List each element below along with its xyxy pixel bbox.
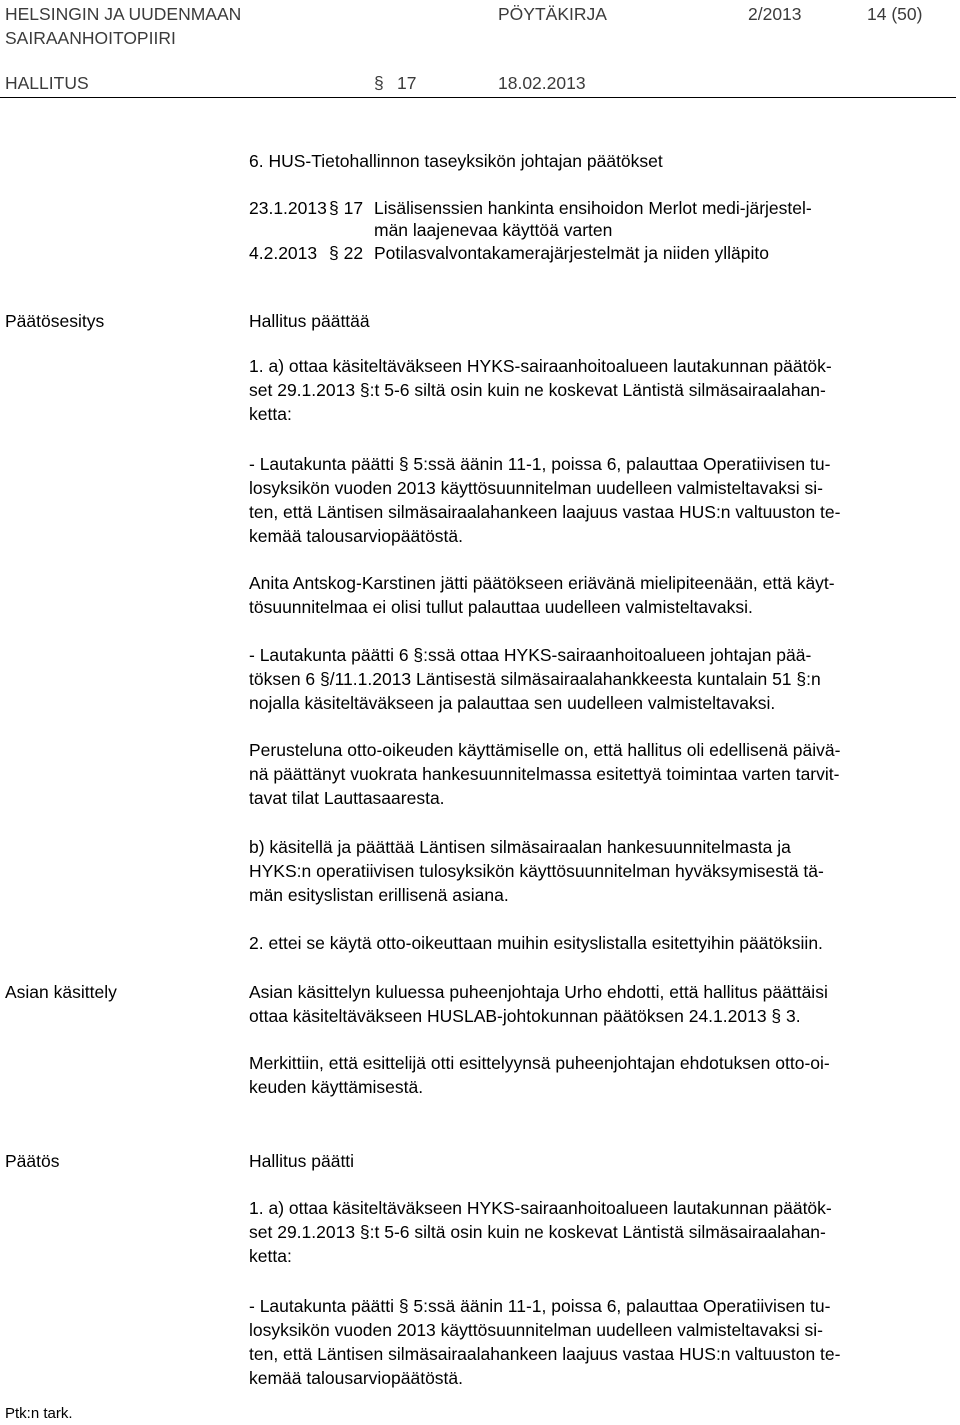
text-line: nä päättänyt vuokrata hankesuunnitelmassa esitettyä toimintaa varten tarvit- [249,764,840,784]
decision-date: 23.1.2013 [249,198,327,218]
text-line: Anita Antskog-Karstinen jätti päätökseen eriävänä mielipiteenään, että käyt- [249,573,835,593]
item-title: 6. HUS-Tietohallinnon taseyksikön johtajan päätökset [249,151,663,171]
decision-label: Päätös [5,1151,60,1171]
handling-paragraph-2 [249,1051,949,1099]
page-number: 14 (50) [867,4,923,24]
text-line: Merkittiin, että esittelijä otti esittelyynsä puheenjohtajan ehdotuksen otto-oi- [249,1053,830,1073]
proposal-paragraph-5 [249,738,949,810]
proposal-paragraph-3 [249,571,949,619]
text-line: - Lautakunta päätti § 5:ssä äänin 11-1, poissa 6, palauttaa Operatiivisen tu- [249,1296,831,1316]
decision-intro: Hallitus päätti [249,1151,355,1171]
text-line: töksen 6 §/11.1.2013 Läntisestä silmäsairaalahankkeesta kuntalain 51 §:n [249,669,821,689]
text-line: - Lautakunta päätti § 5:ssä äänin 11-1, poissa 6, palauttaa Operatiivisen tu- [249,454,831,474]
section-number: 17 [397,73,417,93]
decision-date: 4.2.2013 [249,243,318,263]
text-line: - Lautakunta päätti 6 §:ssä ottaa HYKS-sairaanhoitoalueen johtajan pää- [249,645,812,665]
text-line: losyksikön vuoden 2013 käyttösuunnitelman uudelleen valmisteltavaksi si- [249,1320,823,1340]
text-line: ottaa käsiteltäväkseen HUSLAB-johtokunnan päätöksen 24.1.2013 § 3. [249,1006,801,1026]
handling-label: Asian käsittely [5,982,117,1002]
text-line: HYKS:n operatiivisen tulosyksikön käyttösuunnitelman hyväksymisestä tä- [249,861,824,881]
proposal-intro: Hallitus päättää [249,311,370,331]
text-line: män esityslistan erillisenä asiana. [249,885,509,905]
org-name-line1: HELSINGIN JA UUDENMAAN [5,4,242,24]
text-line: b) käsitellä ja päättää Läntisen silmäsairaalan hankesuunnitelmasta ja [249,837,791,857]
decision-paragraph-2 [249,1294,949,1390]
decision-section: § 17 [329,198,364,218]
proposal-paragraph-2 [249,452,949,548]
proposal-paragraph-7 [249,931,949,955]
proposal-paragraph-1 [249,354,949,426]
text-line: losyksikön vuoden 2013 käyttösuunnitelman uudelleen valmisteltavaksi si- [249,478,823,498]
text-line: kemää talousarviopäätöstä. [249,526,464,546]
text-line: Asian käsittelyn kuluessa puheenjohtaja Urho ehdotti, että hallitus päättäisi [249,982,828,1002]
decision-paragraph-1 [249,1196,949,1268]
section-symbol: § [374,73,384,93]
text-line: ten, että Läntisen silmäsairaalahankeen laajuus vastaa HUS:n valtuuston te- [249,502,841,522]
text-line: tavat tilat Lauttasaaresta. [249,788,445,808]
decision-text: Lisälisenssien hankinta ensihoidon Merlot medi-järjestel- [374,198,812,218]
document-number: 2/2013 [748,4,802,24]
decision-text-cont: män laajenevaa käyttöä varten [374,220,613,240]
text-line: kemää talousarviopäätöstä. [249,1368,464,1388]
text-line: nojalla käsiteltäväkseen ja palauttaa sen uudelleen valmisteltavaksi. [249,693,776,713]
text-line: tösuunnitelmaa ei olisi tullut palauttaa uudelleen valmisteltavaksi. [249,597,753,617]
text-line: ketta: [249,1246,292,1266]
header-divider [0,97,956,98]
text-line: set 29.1.2013 §:t 5-6 siltä osin kuin ne koskevat Läntistä silmäsairaalahan- [249,380,826,400]
text-line: set 29.1.2013 §:t 5-6 siltä osin kuin ne koskevat Läntistä silmäsairaalahan- [249,1222,826,1242]
handling-paragraph-1 [249,980,949,1028]
proposal-label: Päätösesitys [5,311,105,331]
text-line: Perusteluna otto-oikeuden käyttämiselle on, että hallitus oli edellisenä päivä- [249,740,841,760]
org-name-line2: SAIRAANHOITOPIIRI [5,28,176,48]
body-name: HALLITUS [5,73,89,93]
document-type: PÖYTÄKIRJA [498,4,607,24]
text-line: ten, että Läntisen silmäsairaalahankeen laajuus vastaa HUS:n valtuuston te- [249,1344,841,1364]
meeting-date: 18.02.2013 [498,73,586,93]
proposal-paragraph-6 [249,835,949,907]
text-line: 1. a) ottaa käsiteltäväkseen HYKS-sairaanhoitoalueen lautakunnan päätök- [249,356,832,376]
footer-continued: Ptk:n tark. [5,1405,73,1422]
text-line: keuden käyttämisestä. [249,1077,424,1097]
decision-text: Potilasvalvontakamerajärjestelmät ja niiden ylläpito [374,243,769,263]
proposal-paragraph-4 [249,643,949,715]
text-line: 2. ettei se käytä otto-oikeuttaan muihin esityslistalla esitettyihin päätöksiin. [249,933,823,953]
decision-section: § 22 [329,243,364,263]
text-line: ketta: [249,404,292,424]
text-line: 1. a) ottaa käsiteltäväkseen HYKS-sairaanhoitoalueen lautakunnan päätök- [249,1198,832,1218]
